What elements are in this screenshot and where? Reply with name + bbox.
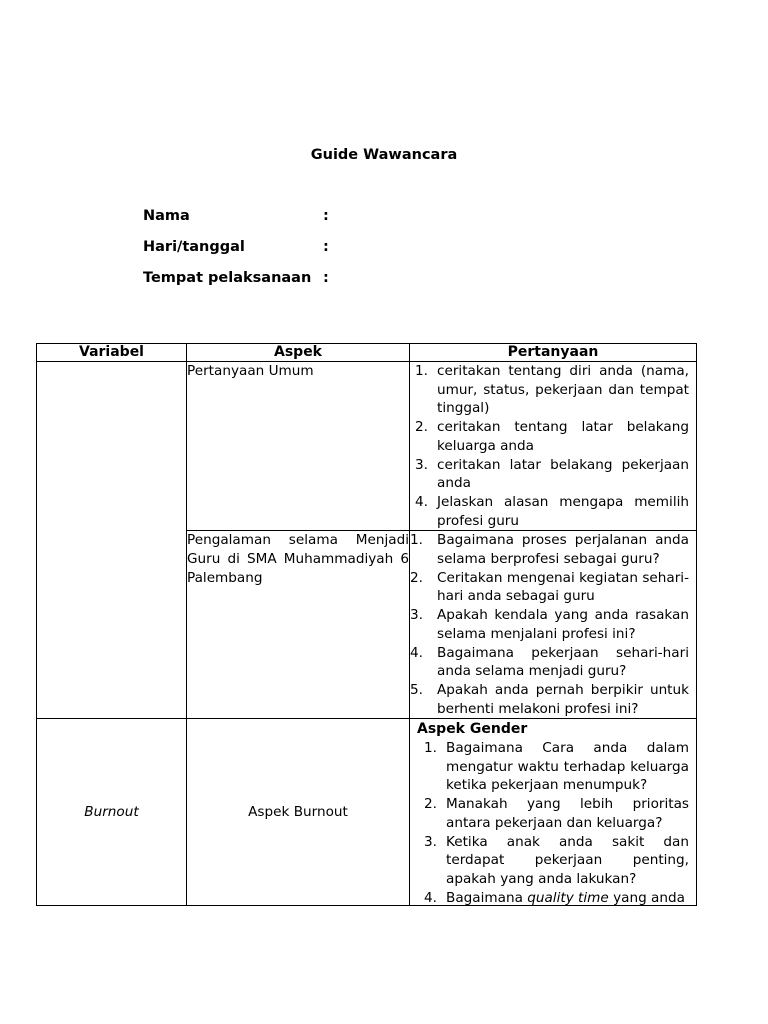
- aspek-label: Pengalaman selama Menjadi Guru di SMA Muhammadiyah 6 Palembang: [187, 532, 409, 586]
- question-text: Manakah yang lebih prioritas antara pekerjaan dan keluarga?: [446, 796, 689, 831]
- question-text-italic: quality time: [527, 889, 609, 906]
- aspek-cell: [187, 362, 410, 531]
- question-text-post: yang anda: [608, 889, 685, 906]
- question-number: 3.: [424, 833, 437, 850]
- question-number: 3.: [410, 607, 423, 624]
- info-label: Hari/tanggal: [143, 239, 245, 255]
- question-item: [410, 569, 696, 606]
- question-text: Apakah anda pernah berpikir untuk berhenti melakoni profesi ini?: [437, 681, 689, 717]
- header-aspek: Aspek: [187, 344, 410, 362]
- info-colon: :: [323, 239, 329, 255]
- subheading: Aspek Gender: [417, 721, 528, 738]
- question-item: [410, 833, 696, 889]
- question-number: 2.: [424, 796, 437, 813]
- question-number: 5.: [410, 681, 423, 698]
- variabel-cell: [37, 719, 187, 906]
- question-item: [410, 531, 696, 568]
- table-header-row: [37, 344, 697, 362]
- pertanyaan-content: [410, 719, 696, 905]
- question-text: Bagaimana pekerjaan sehari-hari anda selama menjadi guru?: [437, 644, 689, 680]
- question-text: Jelaskan alasan mengapa memilih profesi guru: [437, 493, 689, 529]
- header-pertanyaan: Pertanyaan: [410, 344, 697, 362]
- info-colon: :: [323, 208, 329, 224]
- info-label: Nama: [143, 208, 190, 224]
- question-text: Bagaimana Cara anda dalam mengatur waktu terhadap keluarga ketika pekerjaan menumpuk?: [446, 740, 689, 794]
- question-number: 2.: [410, 569, 423, 586]
- aspek-cell: [187, 719, 410, 906]
- question-text: ceritakan tentang diri anda (nama, umur, status, pekerjaan dan tempat tinggal): [437, 363, 689, 417]
- interview-table: [36, 343, 697, 906]
- question-list: [410, 362, 696, 530]
- table-row: [37, 719, 697, 906]
- question-number: 1.: [424, 740, 437, 757]
- pertanyaan-cell: [410, 531, 697, 719]
- question-number: 2.: [415, 419, 428, 436]
- question-item: [410, 418, 696, 455]
- table-row: [37, 362, 697, 531]
- question-item: [410, 493, 696, 530]
- question-number: 4.: [415, 493, 428, 510]
- question-number: 3.: [415, 456, 428, 473]
- question-number: 1.: [410, 532, 423, 549]
- question-item: [410, 795, 696, 832]
- question-item: [410, 681, 696, 718]
- question-list: [410, 739, 696, 905]
- question-item: [410, 739, 696, 795]
- question-number: 1.: [415, 363, 428, 379]
- pertanyaan-cell: [410, 719, 697, 906]
- question-text: Apakah kendala yang anda rasakan selama menjalani profesi ini?: [437, 607, 689, 642]
- question-item: [410, 456, 696, 493]
- variabel-cell-empty: [37, 362, 187, 719]
- question-text: ceritakan tentang latar belakang keluarga anda: [437, 419, 689, 454]
- pertanyaan-cell: [410, 362, 697, 531]
- document-title: Guide Wawancara: [310, 147, 458, 163]
- question-text: Bagaimana proses perjalanan anda selama berprofesi sebagai guru?: [437, 532, 689, 568]
- aspek-cell: [187, 531, 410, 719]
- question-text: Ceritakan mengenai kegiatan sehari-hari anda sebagai guru: [437, 569, 689, 605]
- question-text: Ketika anak anda sakit dan terdapat pekerjaan penting, apakah yang anda lakukan?: [446, 833, 689, 887]
- aspek-label: Pertanyaan Umum: [187, 363, 314, 379]
- info-label: Tempat pelaksanaan: [143, 270, 312, 286]
- question-item: [410, 606, 696, 643]
- question-list: [410, 531, 696, 718]
- question-number: 4.: [410, 644, 423, 661]
- aspek-label: Aspek Burnout: [248, 804, 348, 820]
- question-text: ceritakan latar belakang pekerjaan anda: [437, 456, 689, 492]
- question-text-pre: Bagaimana: [446, 889, 528, 906]
- header-variabel: Variabel: [37, 344, 187, 362]
- info-colon: :: [323, 270, 329, 286]
- question-item: [410, 644, 696, 681]
- question-item: [410, 889, 696, 906]
- variabel-label: Burnout: [84, 804, 139, 820]
- question-number: 4.: [424, 889, 437, 906]
- question-item: [410, 362, 696, 418]
